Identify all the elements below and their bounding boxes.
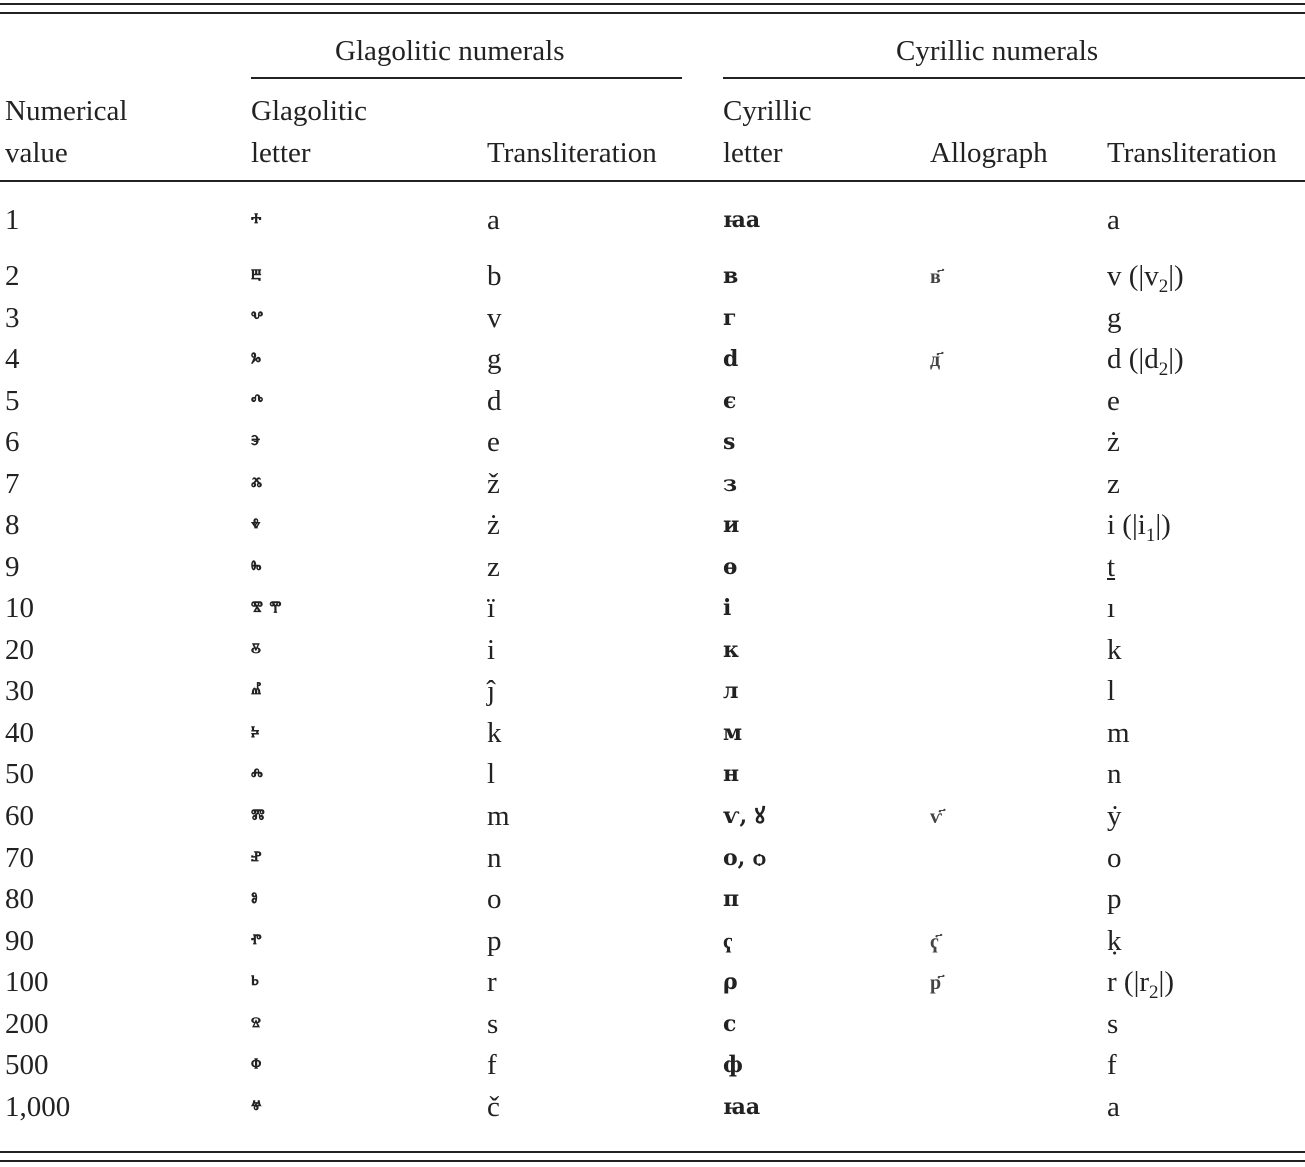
allograph-cell: д҃ xyxy=(930,347,941,371)
bottom-rule-inner xyxy=(0,1151,1305,1153)
numerical-value-cell: 6 xyxy=(5,426,20,458)
glagolitic-letter-cell: ⰾ xyxy=(251,763,263,785)
cyrillic-translit-text: ẏ xyxy=(1107,800,1122,832)
numerical-value-cell: 40 xyxy=(5,717,34,749)
glagolitic-translit-cell: f xyxy=(487,1049,497,1081)
col-header-cyrillic-letter-2: letter xyxy=(723,137,783,169)
cyrillic-translit-cell xyxy=(1107,467,1120,501)
cyrillic-translit-cell xyxy=(1107,384,1120,418)
cyrillic-translit-cell xyxy=(1107,301,1122,335)
col-header-numerical-value-2: value xyxy=(5,137,68,169)
glagolitic-letter-cell: ⰵ xyxy=(251,431,261,453)
table-row xyxy=(0,550,1305,592)
cyrillic-translit-text: p xyxy=(1107,883,1122,915)
glagolitic-translit-cell: o xyxy=(487,883,502,915)
numerical-value-cell: 500 xyxy=(5,1049,49,1081)
table-row xyxy=(0,841,1305,883)
cyrillic-translit-text: i (|i xyxy=(1107,509,1146,541)
numerical-value-cell: 7 xyxy=(5,468,20,500)
allograph-cell: р҃ xyxy=(930,970,942,994)
cyrillic-letter-cell: о, ѻ xyxy=(723,845,766,871)
numerical-value-cell: 80 xyxy=(5,883,34,915)
cyrillic-translit-cell xyxy=(1107,425,1120,459)
cyrillic-letter-cell: ѕ xyxy=(723,429,736,455)
glagolitic-letter-cell: ⰺ ⰹ xyxy=(251,597,282,619)
cyrillic-translit-text: f xyxy=(1107,1049,1117,1081)
cyrillic-letter-cell: ѵ, ꙋ xyxy=(723,803,766,829)
top-rule-inner xyxy=(0,12,1305,14)
table-row xyxy=(0,1007,1305,1049)
glagolitic-letter-cell: ⰷ xyxy=(251,514,261,536)
bottom-rule-outer xyxy=(0,1160,1305,1162)
cyrillic-translit-subscript: 2 xyxy=(1158,275,1169,297)
table-row xyxy=(0,301,1305,343)
cyrillic-translit-text: t xyxy=(1107,551,1116,583)
cyrillic-translit-subscript: 1 xyxy=(1145,524,1156,546)
cyrillic-letter-cell: и xyxy=(723,512,740,538)
glagolitic-translit-cell: ž xyxy=(487,468,500,500)
cyrillic-translit-closing: |) xyxy=(1158,966,1174,998)
glagolitic-translit-cell: v xyxy=(487,302,502,334)
glagolitic-letter-cell: ⱃ xyxy=(251,971,259,993)
col-header-cyrillic-translit: Transliteration xyxy=(1107,137,1277,169)
table-row xyxy=(0,508,1305,550)
glagolitic-letter-cell: ⰴ xyxy=(251,390,264,412)
cyrillic-translit-closing: |) xyxy=(1168,343,1184,375)
glagolitic-translit-cell: k xyxy=(487,717,502,749)
glagolitic-translit-cell: ï xyxy=(487,592,496,624)
cyrillic-translit-cell xyxy=(1107,757,1122,791)
col-header-glagolitic-letter-1: Glagolitic xyxy=(251,95,367,127)
numerical-value-cell: 8 xyxy=(5,509,20,541)
cyrillic-letter-cell: ꙗа xyxy=(723,207,761,233)
col-header-cyrillic-letter-1: Cyrillic xyxy=(723,95,812,127)
cyrillic-translit-cell xyxy=(1107,1090,1120,1124)
cyrillic-letter-cell: ꙗа xyxy=(723,1094,761,1120)
glagolitic-translit-cell: a xyxy=(487,204,500,236)
cyrillic-letter-cell: в xyxy=(723,263,739,289)
cyrillic-letter-cell: і xyxy=(723,595,732,621)
cyrillic-translit-cell xyxy=(1107,674,1115,708)
cyrillic-translit-text: v (|v xyxy=(1107,260,1159,292)
cyrillic-letter-cell: ρ xyxy=(723,969,738,995)
cyrillic-translit-text: e xyxy=(1107,385,1120,417)
numerical-value-cell: 200 xyxy=(5,1008,49,1040)
table-row xyxy=(0,924,1305,966)
numerical-value-cell: 90 xyxy=(5,925,34,957)
cyrillic-letter-cell: г xyxy=(723,305,737,331)
top-rule-outer xyxy=(0,3,1305,5)
cyrillic-translit-cell xyxy=(1107,1007,1118,1041)
glagolitic-translit-cell: b xyxy=(487,260,502,292)
header-bottom-rule xyxy=(0,180,1305,182)
cyrillic-letter-cell: к xyxy=(723,637,739,663)
table-row xyxy=(0,467,1305,509)
numerical-value-cell: 4 xyxy=(5,343,20,375)
numerical-value-cell: 10 xyxy=(5,592,34,624)
cyrillic-translit-text: k xyxy=(1107,634,1122,666)
glagolitic-translit-cell: i xyxy=(487,634,496,666)
glagolitic-translit-cell: č xyxy=(487,1091,500,1123)
table-row xyxy=(0,591,1305,633)
glagolitic-letter-cell: ⱀ xyxy=(251,847,262,869)
cyrillic-letter-cell: ҁ xyxy=(723,928,733,954)
cyrillic-translit-cell xyxy=(1107,342,1184,387)
cyrillic-translit-text: ḳ xyxy=(1107,925,1122,957)
table-row xyxy=(0,716,1305,758)
numerical-value-cell: 20 xyxy=(5,634,34,666)
cyrillic-translit-text: s xyxy=(1107,1008,1119,1040)
table-row xyxy=(0,674,1305,716)
cyrillic-group-rule xyxy=(723,77,1305,79)
glagolitic-translit-cell: ĵ xyxy=(487,675,496,707)
cyrillic-translit-text: ż xyxy=(1107,426,1120,458)
cyrillic-translit-closing: |) xyxy=(1155,509,1171,541)
glagolitic-translit-cell: s xyxy=(487,1008,499,1040)
glagolitic-translit-cell: r xyxy=(487,966,497,998)
glagolitic-letter-cell: ⰶ xyxy=(251,473,263,495)
cyrillic-letter-cell: є xyxy=(723,388,737,414)
col-header-glagolitic-letter-2: letter xyxy=(251,137,311,169)
cyrillic-translit-subscript: 2 xyxy=(1149,981,1159,1003)
glagolitic-translit-cell: m xyxy=(487,800,510,832)
cyrillic-translit-cell xyxy=(1107,841,1122,875)
table-row xyxy=(0,425,1305,467)
cyrillic-translit-text: m xyxy=(1107,717,1130,749)
group-header-cyrillic: Cyrillic numerals xyxy=(896,35,1099,67)
cyrillic-translit-cell xyxy=(1107,716,1130,750)
cyrillic-translit-text: n xyxy=(1107,758,1122,790)
cyrillic-letter-cell: н xyxy=(723,761,740,787)
cyrillic-translit-cell xyxy=(1107,1048,1117,1082)
cyrillic-letter-cell: л xyxy=(723,678,739,704)
allograph-cell: в҃ xyxy=(930,264,941,288)
cyrillic-translit-text: ı xyxy=(1107,592,1116,624)
cyrillic-letter-cell: з xyxy=(723,471,738,497)
col-header-allograph: Allograph xyxy=(930,137,1048,169)
numerical-value-cell: 9 xyxy=(5,551,20,583)
table-row xyxy=(0,882,1305,924)
allograph-cell: ҁ҃ xyxy=(930,929,939,953)
col-header-glagolitic-translit: Transliteration xyxy=(487,137,657,169)
glagolitic-letter-cell: ⰰ xyxy=(251,209,262,231)
col-header-numerical-value-1: Numerical xyxy=(5,95,128,127)
numerical-value-cell: 50 xyxy=(5,758,34,790)
cyrillic-translit-text: l xyxy=(1107,675,1116,707)
cyrillic-translit-cell xyxy=(1107,965,1174,1010)
cyrillic-translit-text: a xyxy=(1107,204,1120,236)
glagolitic-translit-cell: e xyxy=(487,426,500,458)
table-row xyxy=(0,342,1305,384)
cyrillic-letter-cell: м xyxy=(723,720,743,746)
glagolitic-translit-cell: ż xyxy=(487,509,500,541)
table-row xyxy=(0,203,1305,245)
cyrillic-translit-closing: |) xyxy=(1168,260,1184,292)
glagolitic-letter-cell: ⱄ xyxy=(251,1013,261,1035)
table-row xyxy=(0,633,1305,675)
cyrillic-translit-cell xyxy=(1107,924,1122,958)
cyrillic-translit-text: g xyxy=(1107,302,1122,334)
glagolitic-translit-cell: p xyxy=(487,925,502,957)
glagolitic-translit-cell: d xyxy=(487,385,502,417)
glagolitic-letter-cell: ⱇ xyxy=(251,1054,262,1076)
cyrillic-translit-cell xyxy=(1107,882,1122,916)
cyrillic-translit-cell xyxy=(1107,259,1184,304)
glagolitic-letter-cell: ⰸ xyxy=(251,556,262,578)
table-row xyxy=(0,965,1305,1007)
numerical-value-cell: 3 xyxy=(5,302,20,334)
glagolitic-letter-cell: ⰽ xyxy=(251,722,260,744)
table-row xyxy=(0,1090,1305,1132)
numerical-value-cell: 1 xyxy=(5,204,20,236)
cyrillic-letter-cell: п xyxy=(723,886,740,912)
cyrillic-translit-cell xyxy=(1107,550,1115,584)
cyrillic-letter-cell: ф xyxy=(723,1052,743,1078)
cyrillic-letter-cell: d xyxy=(723,346,739,372)
table-row xyxy=(0,259,1305,301)
cyrillic-translit-text: d (|d xyxy=(1107,343,1159,375)
glagolitic-group-rule xyxy=(251,77,682,79)
cyrillic-translit-text: a xyxy=(1107,1091,1120,1123)
cyrillic-translit-text: z xyxy=(1107,468,1120,500)
glagolitic-letter-cell: ⰳ xyxy=(251,348,261,370)
cyrillic-translit-subscript: 2 xyxy=(1158,358,1169,380)
numerical-value-cell: 60 xyxy=(5,800,34,832)
cyrillic-letter-cell: ѳ xyxy=(723,554,738,580)
glagolitic-letter-cell: ⰻ xyxy=(251,639,261,661)
table-row xyxy=(0,384,1305,426)
glagolitic-translit-cell: z xyxy=(487,551,500,583)
cyrillic-translit-cell xyxy=(1107,203,1120,237)
glagolitic-translit-cell: l xyxy=(487,758,496,790)
glagolitic-translit-cell: n xyxy=(487,842,502,874)
allograph-cell: ѵ҃ xyxy=(930,804,943,828)
numerical-value-cell: 5 xyxy=(5,385,20,417)
cyrillic-translit-text: r (|r xyxy=(1107,966,1150,998)
glagolitic-letter-cell: ⰲ xyxy=(251,307,264,329)
numerical-value-cell: 30 xyxy=(5,675,34,707)
glagolitic-letter-cell: ⱂ xyxy=(251,930,262,952)
cyrillic-translit-cell xyxy=(1107,633,1122,667)
table-row xyxy=(0,799,1305,841)
glagolitic-letter-cell: ⰱ xyxy=(251,265,262,287)
numerical-value-cell: 2 xyxy=(5,260,20,292)
glagolitic-letter-cell: ⱍ xyxy=(251,1096,262,1118)
cyrillic-translit-text: o xyxy=(1107,842,1122,874)
glagolitic-letter-cell: ⱁ xyxy=(251,888,258,910)
group-header-glagolitic: Glagolitic numerals xyxy=(335,35,565,67)
glagolitic-letter-cell: ⰿ xyxy=(251,805,265,827)
table-row xyxy=(0,757,1305,799)
cyrillic-translit-cell xyxy=(1107,508,1171,553)
cyrillic-letter-cell: с xyxy=(723,1011,737,1037)
glagolitic-translit-cell: g xyxy=(487,343,502,375)
table-row xyxy=(0,1048,1305,1090)
numerical-value-cell: 70 xyxy=(5,842,34,874)
cyrillic-translit-cell xyxy=(1107,799,1122,833)
cyrillic-translit-cell xyxy=(1107,591,1115,625)
numerical-value-cell: 1,000 xyxy=(5,1091,71,1123)
glagolitic-letter-cell: ⰼ xyxy=(251,680,262,702)
numerical-value-cell: 100 xyxy=(5,966,49,998)
